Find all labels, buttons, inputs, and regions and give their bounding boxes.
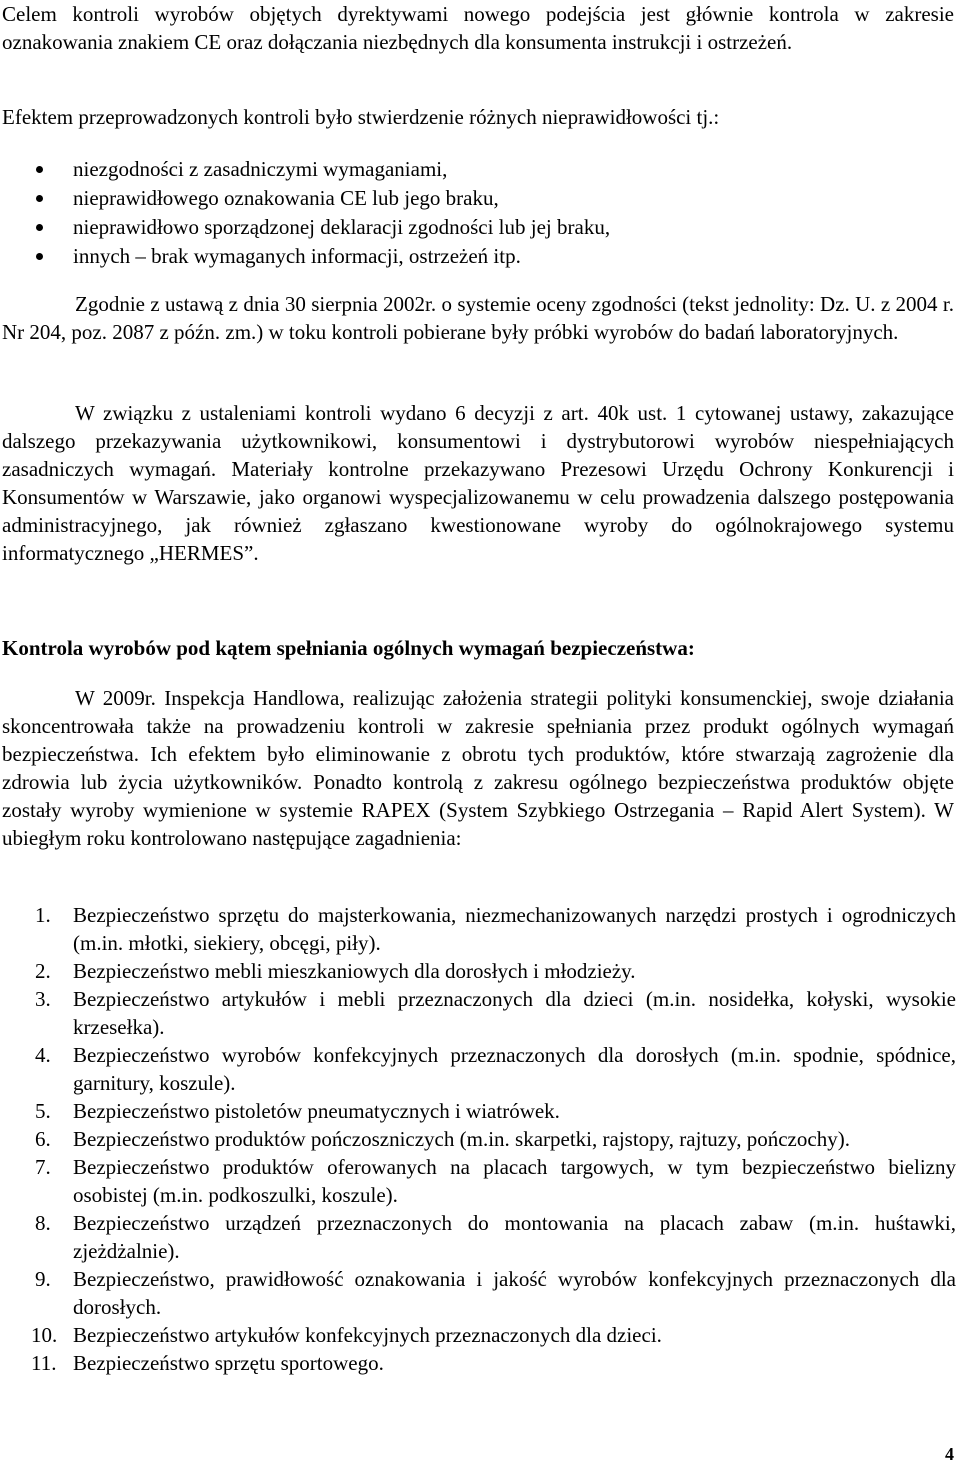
- list-item: innych – brak wymaganych informacji, ostrzeżeń itp.: [0, 242, 950, 271]
- list-item: niezgodności z zasadniczymi wymaganiami,: [0, 155, 950, 184]
- list-item: 5. Bezpieczeństwo pistoletów pneumatycznych i wiatrówek.: [35, 1099, 560, 1123]
- list-item: 6. Bezpieczeństwo produktów pończoszniczych (m.in. skarpetki, rajstopy, rajtuzy, pończochy).: [35, 1127, 850, 1151]
- bullet-icon: [36, 224, 43, 231]
- list-item: 3. Bezpieczeństwo artykułów i mebli przeznaczonych dla dzieci (m.in. nosidełka, kołyski, wysokie krzesełka).: [35, 987, 956, 1039]
- bullet-icon: [36, 253, 43, 260]
- irregularities-list: [0, 155, 950, 271]
- bullet-icon: [36, 166, 43, 173]
- topics-list: [0, 901, 956, 1377]
- list-item: 9. Bezpieczeństwo, prawidłowość oznakowania i jakość wyrobów konfekcyjnych przeznaczonych dla dorosłych.: [35, 1267, 956, 1319]
- list-item: 4. Bezpieczeństwo wyrobów konfekcyjnych przeznaczonych dla dorosłych (m.in. spodnie, spódnice, garnitury, koszule).: [35, 1043, 956, 1095]
- decisions-paragraph: W związku z ustaleniami kontroli wydano 6 decyzji z art. 40k ust. 1 cytowanej ustawy, zakazujące dalszego przekazywania użytkownikowi, konsumentowi i dystrybutorowi wyrobów niespełniających zasadniczych wymagań. Materiały kontrolne przekazywano Prezesowi Urzędu Ochrony Konkurencji i Konsumentów w Warszawie, jako organowi wyspecjalizowanemu w celu prowadzenia dalszego postępowania administracyjnego, jak również zgłaszano kwestionowane wyroby do ogólnokrajowego systemu informatycznego „HERMES”.: [2, 401, 954, 565]
- list-item: 2. Bezpieczeństwo mebli mieszkaniowych dla dorosłych i młodzieży.: [35, 959, 636, 983]
- list-item: 7. Bezpieczeństwo produktów oferowanych na placach targowych, w tym bezpieczeństwo bielizny osobistej (m.in. podkoszulki, koszule).: [35, 1155, 956, 1207]
- samples-paragraph: Zgodnie z ustawą z dnia 30 sierpnia 2002r. o systemie oceny zgodności (tekst jednolity: Dz. U. z 2004 r. Nr 204, poz. 2087 z późn. zm.) w toku kontroli pobierane były próbki wyrobów do badań laboratoryjnych.: [2, 292, 954, 344]
- list-item: 11. Bezpieczeństwo sprzętu sportowego.: [31, 1351, 384, 1375]
- irregularities-intro: Efektem przeprowadzonych kontroli było stwierdzenie różnych nieprawidłowości tj.:: [2, 105, 720, 129]
- section-paragraph: W 2009r. Inspekcja Handlowa, realizując założenia strategii polityki konsumenckiej, swoje działania skoncentrowała także na prowadzeniu kontroli w zakresie spełniania przez produkt ogólnych wymagań bezpieczeństwa. Ich efektem było eliminowanie z obrotu tych produktów, które stwarzają zagrożenie dla zdrowia lub życia użytkowników. Ponadto kontrolą z zakresu ogólnego bezpieczeństwa produktów objęte zostały wyroby wymienione w systemie RAPEX (System Szybkiego Ostrzegania – Rapid Alert System). W ubiegłym roku kontrolowano następujące zagadnienia:: [2, 686, 954, 850]
- list-item: 1. Bezpieczeństwo sprzętu do majsterkowania, niezmechanizowanych narzędzi prostych i ogrodniczych (m.in. młotki, siekiery, obcęgi, piły).: [35, 903, 956, 955]
- list-item: 10. Bezpieczeństwo artykułów konfekcyjnych przeznaczonych dla dzieci.: [31, 1323, 662, 1347]
- list-item: 8. Bezpieczeństwo urządzeń przeznaczonych do montowania na placach zabaw (m.in. huśtawki, zjeżdżalnie).: [35, 1211, 956, 1263]
- section-heading: Kontrola wyrobów pod kątem spełniania ogólnych wymagań bezpieczeństwa:: [2, 636, 695, 660]
- list-item: nieprawidłowego oznakowania CE lub jego braku,: [0, 184, 950, 213]
- intro-paragraph: Celem kontroli wyrobów objętych dyrektywami nowego podejścia jest głównie kontrola w zakresie oznakowania znakiem CE oraz dołączania niezbędnych dla konsumenta instrukcji i ostrzeżeń.: [2, 2, 954, 54]
- list-item: nieprawidłowo sporządzonej deklaracji zgodności lub jej braku,: [0, 213, 950, 242]
- bullet-icon: [36, 195, 43, 202]
- page-number: 4: [945, 1444, 954, 1464]
